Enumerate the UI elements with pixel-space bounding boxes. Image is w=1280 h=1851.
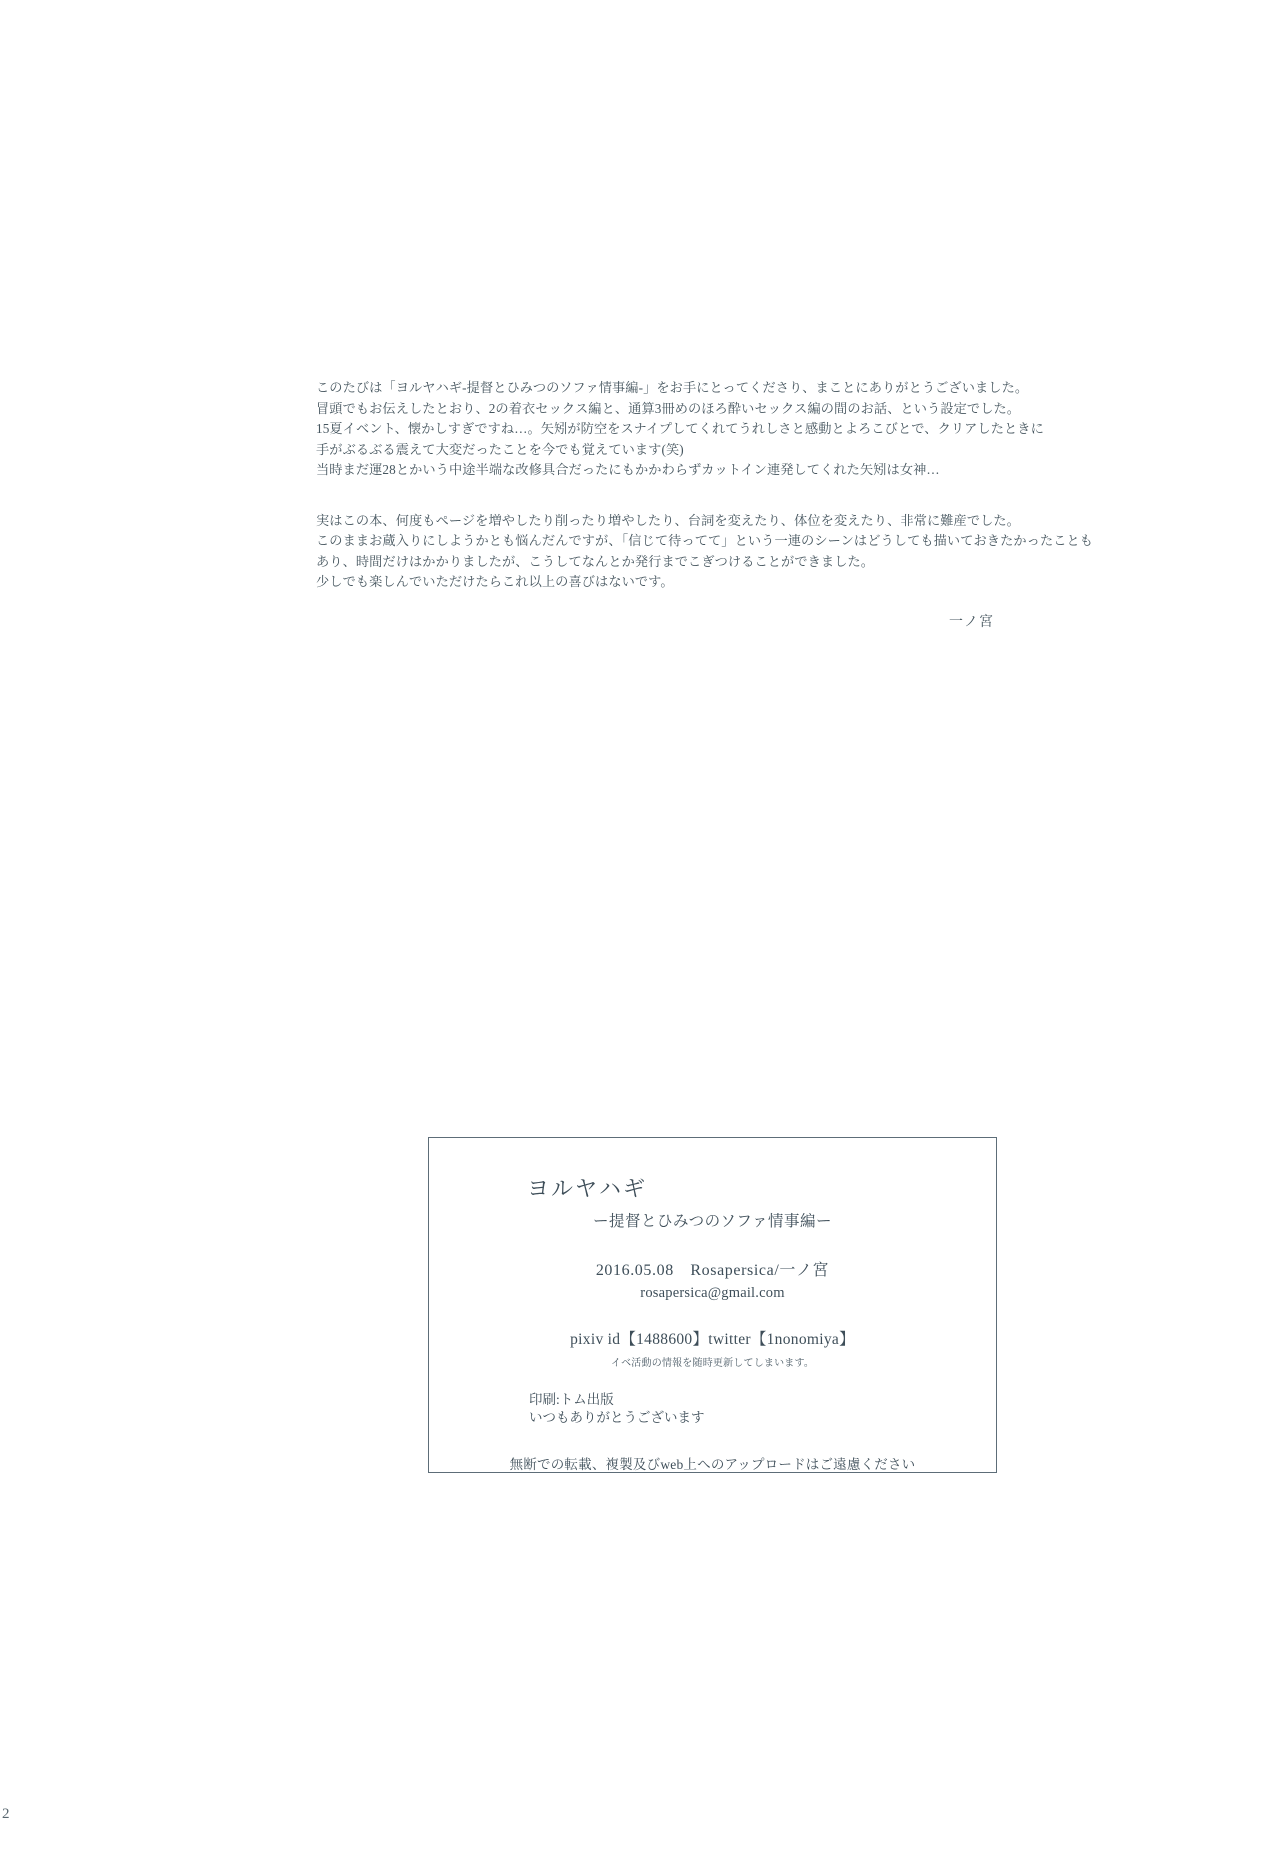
colophon-subtitle: ー提督とひみつのソファ情事編ー bbox=[592, 1213, 833, 1230]
colophon-box bbox=[428, 1137, 997, 1473]
colophon-email: rosapersica@gmail.com bbox=[640, 1285, 785, 1301]
colophon-date: 2016.05.08 Rosapersica/一ノ宮 bbox=[595, 1262, 830, 1279]
colophon-printer bbox=[429, 1391, 996, 1427]
afterword-text bbox=[316, 378, 1094, 631]
colophon-title: ヨルヤハギ bbox=[527, 1176, 648, 1201]
afterword-line: あり、時間だけはかかりましたが、こうしてなんとか発行までこぎつけることができました。 bbox=[316, 553, 875, 569]
afterword-line: このたびは「ヨルヤハギ-提督とひみつのソファ情事編-」をお手にとってくださり、まことにありがとうございました。 bbox=[316, 380, 1029, 395]
afterword-line: 冒頭でもお伝えしたとおり、2の着衣セックス編と、通算3冊めのほろ酔いセックス編の間のお話、という設定でした。 bbox=[316, 400, 1021, 416]
colophon-social-ids: pixiv id【1488600】twitter【1nonomiya】 bbox=[570, 1331, 855, 1348]
page-number: 2 bbox=[2, 1806, 10, 1822]
afterword-line: 当時まだ運28とかいう中途半端な改修具合だったにもかかわらずカットイン連発してくれた矢矧は女神… bbox=[316, 462, 940, 477]
printer-thanks: いつもありがとうございます bbox=[529, 1410, 705, 1425]
colophon-copyright-warning: 無断での転載、複製及びweb上へのアップロードはご遠慮ください bbox=[509, 1457, 916, 1472]
colophon-note: イベ活動の情報を随時更新してしまいます。 bbox=[610, 1358, 815, 1369]
printer-name: 印刷:トム出版 bbox=[529, 1392, 614, 1407]
afterword-line: 実はこの本、何度もページを増やしたり削ったり増やしたり、台詞を変えたり、体位を変えたり、非常に難産でした。 bbox=[316, 512, 1020, 528]
afterword-line: このままお蔵入りにしようかとも悩んだんですが、「信じて待ってて」という一連のシーンはどうしても描いておきたかったことも bbox=[316, 533, 1094, 548]
author-signature: 一ノ宮 bbox=[949, 614, 994, 630]
afterword-line: 少しでも楽しんでいただけたらこれ以上の喜びはないです。 bbox=[316, 574, 674, 589]
afterword-line: 手がぶるぶる震えて大変だったことを今でも覚えています(笑) bbox=[316, 441, 684, 457]
afterword-line: 15夏イベント、懐かしすぎですね…。矢矧が防空をスナイプしてくれてうれしさと感動とよろこびとで、クリアしたときに bbox=[316, 421, 1044, 436]
paragraph-spacer bbox=[316, 481, 1016, 511]
